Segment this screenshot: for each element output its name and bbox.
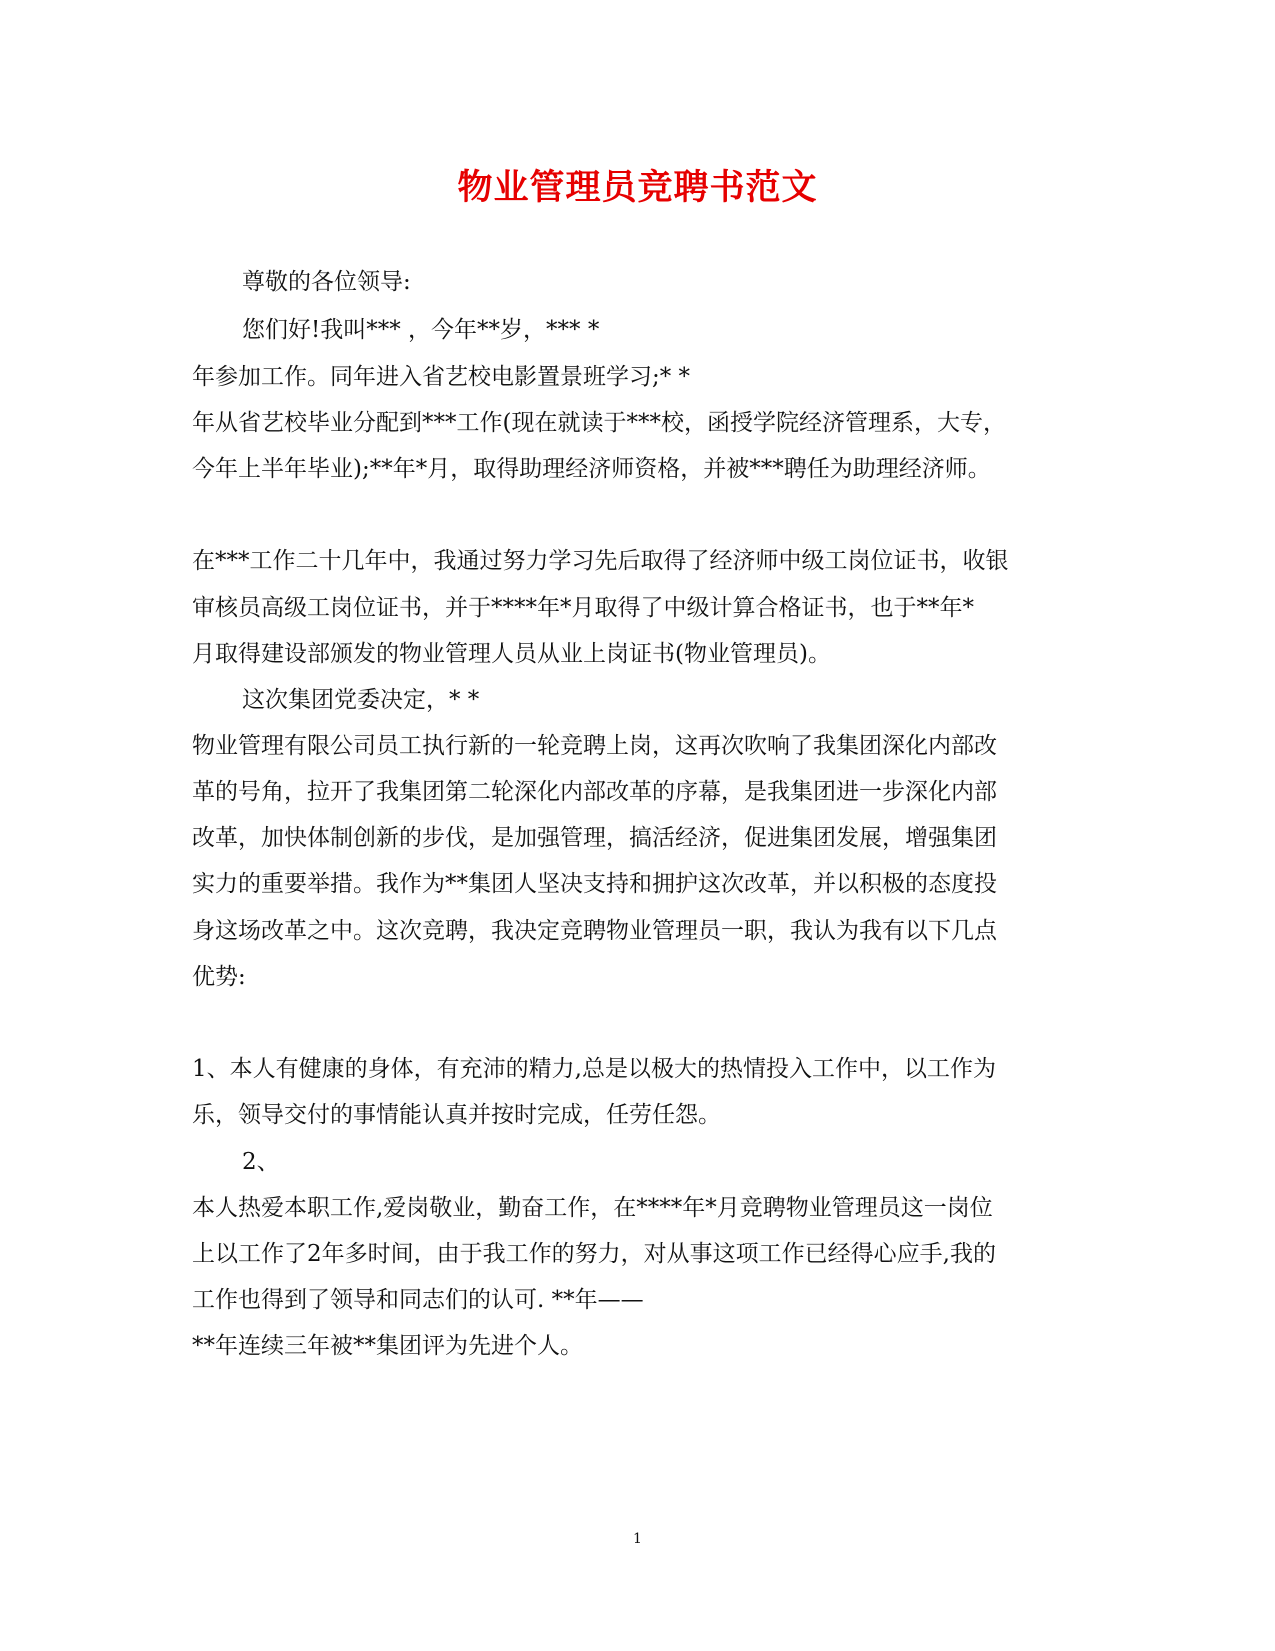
text-line: 您们好!我叫*** ，今年**岁，*** * [242, 317, 600, 343]
text-line: 革的号角，拉开了我集团第二轮深化内部改革的序幕，是我集团进一步深化内部 [192, 779, 997, 805]
page-number: 1 [633, 1531, 642, 1547]
text-line: 工作也得到了领导和同志们的认可. **年—— [192, 1287, 644, 1313]
text-line: 改革，加快体制创新的步伐，是加强管理，搞活经济，促进集团发展，增强集团 [192, 825, 997, 851]
text-line: 乐，领导交付的事情能认真并按时完成，任劳任怨。 [192, 1102, 721, 1128]
text-line: 2、 [242, 1149, 280, 1175]
text-line: **年连续三年被**集团评为先进个人。 [192, 1333, 583, 1359]
text-line: 1、本人有健康的身体，有充沛的精力,总是以极大的热情投入工作中，以工作为 [192, 1056, 996, 1082]
text-line: 身这场改革之中。这次竞聘，我决定竞聘物业管理员一职，我认为我有以下几点 [192, 918, 997, 944]
text-line: 年参加工作。同年进入省艺校电影置景班学习;* * [192, 364, 691, 390]
text-line: 今年上半年毕业);**年*月，取得助理经济师资格，并被***聘任为助理经济师。 [192, 456, 991, 482]
text-line: 年从省艺校毕业分配到***工作(现在就读于***校，函授学院经济管理系，大专， [192, 410, 1006, 436]
text-line: 优势: [192, 964, 246, 990]
text-line: 审核员高级工岗位证书，并于****年*月取得了中级计算合格证书，也于**年* [192, 595, 974, 621]
text-line: 本人热爱本职工作,爱岗敬业，勤奋工作，在****年*月竞聘物业管理员这一岗位 [192, 1195, 993, 1221]
text-line: 物业管理有限公司员工执行新的一轮竞聘上岗，这再次吹响了我集团深化内部改 [192, 733, 997, 759]
text-line: 月取得建设部颁发的物业管理人员从业上岗证书(物业管理员)。 [192, 641, 831, 667]
text-line: 实力的重要举措。我作为**集团人坚决支持和拥护这次改革，并以积极的态度投 [192, 871, 997, 897]
text-line: 尊敬的各位领导: [242, 269, 411, 295]
text-line: 上以工作了2年多时间，由于我工作的努力，对从事这项工作已经得心应手,我的 [192, 1241, 996, 1267]
text-line: 这次集团党委决定，* * [242, 687, 480, 713]
document-title: 物业管理员竞聘书范文 [457, 167, 818, 208]
text-line: 在***工作二十几年中，我通过努力学习先后取得了经济师中级工岗位证书，收银 [192, 548, 1009, 574]
